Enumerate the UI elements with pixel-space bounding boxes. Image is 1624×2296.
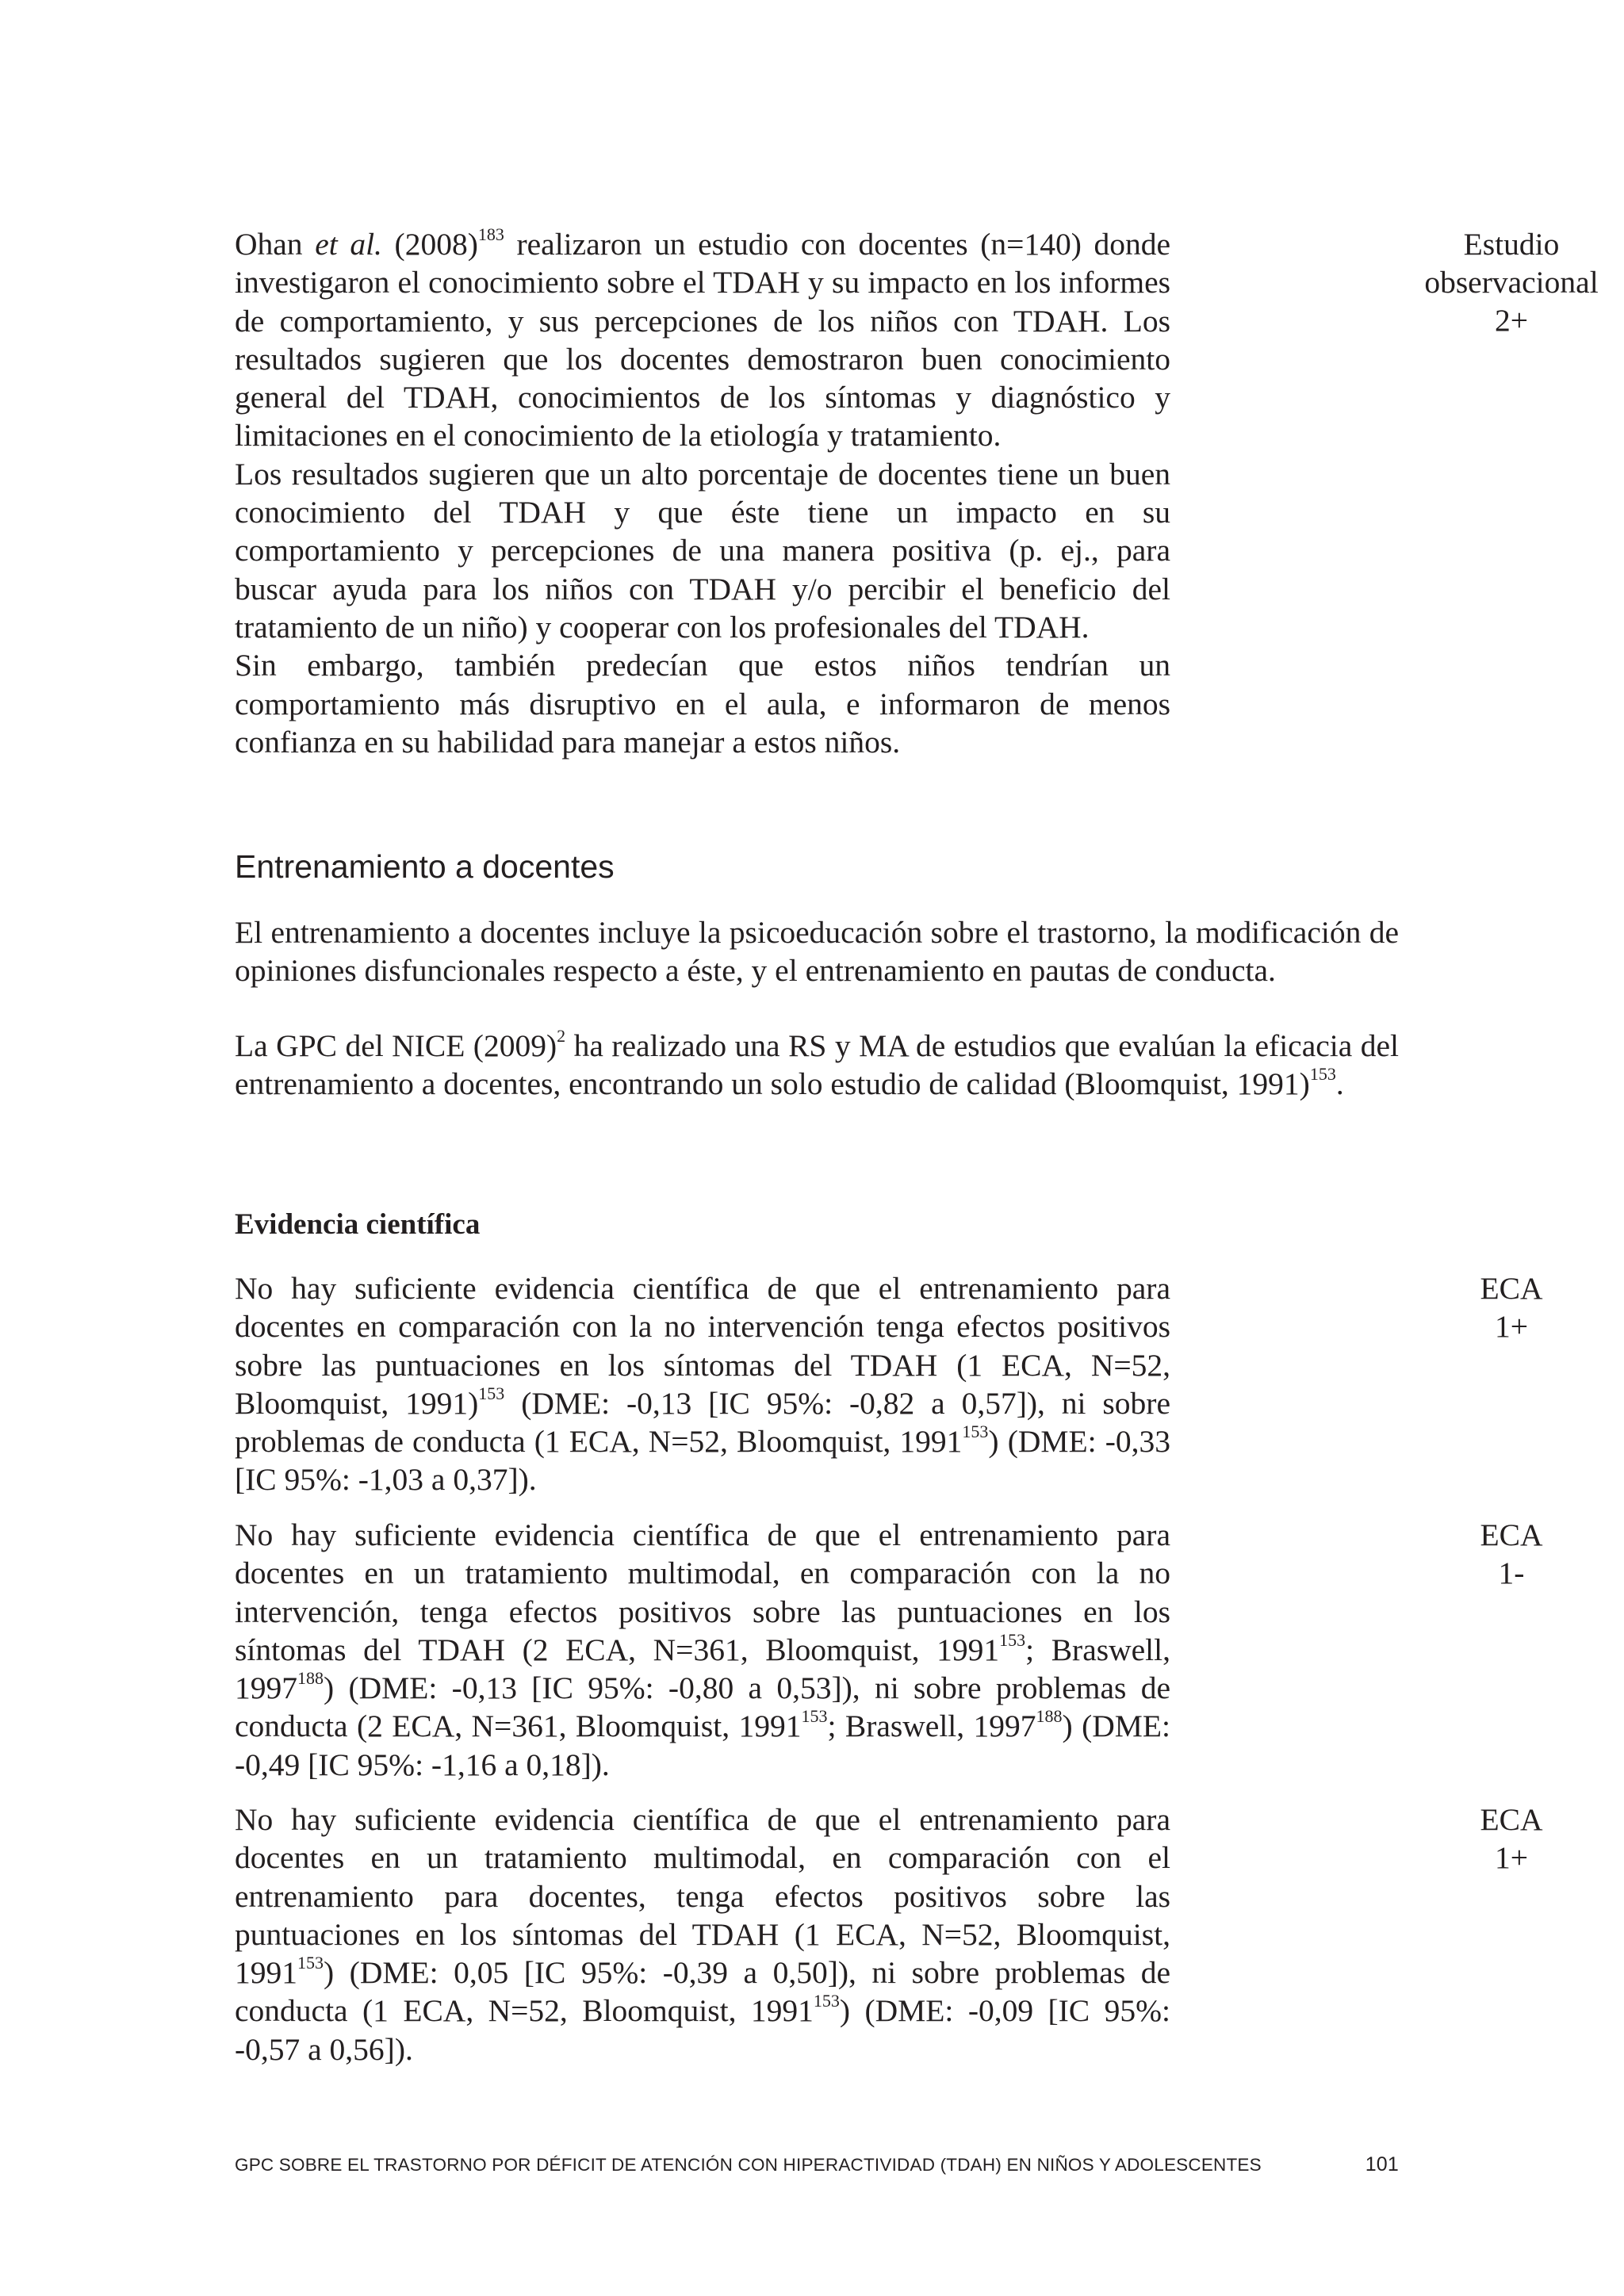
evidence-level-label: ECA 1+: [1480, 1271, 1543, 1344]
evidence-heading: Evidencia científica: [235, 1208, 481, 1241]
running-title: GPC SOBRE EL TRASTORNO POR DÉFICIT DE ATENCIÓN CON HIPERACTIVIDAD (TDAH) EN NIÑOS Y ADOLESCENTES: [235, 2155, 1262, 2175]
evidence-text: No hay suficiente evidencia científica de que el entrenamiento para docentes en un tratamiento multimodal, en comparación con el entrenamiento para docentes, tenga efectos positivos sobre las puntuaciones en los síntomas del TDAH (1 ECA, N=52, Bloomquist, 1991$^{153}$) (DME: 0,05 [IC 95%: -0,39 a 0,50]), ni sobre problemas de conducta (1 ECA, N=52, Bloomquist, 1991$^{153}$) (DME: -0,09 [IC 95%: -0,57 a 0,56]).: [235, 1802, 1170, 2067]
page-number: 101: [1365, 2153, 1399, 2175]
section-heading: Entrenamiento a docentes: [235, 848, 615, 885]
paragraph: Ohan et al. $(2008)^{183}$ realizaron un estudio con docentes (n=140) donde investigaron el conocimiento sobre el TDAH y su impacto en los informes de comportamiento, y sus percepciones de los niños con TDAH. Los resultados sugieren que los docentes demostraron buen conocimiento general del TDAH, conocimientos de los síntomas y diagnóstico y limitaciones en el conocimiento de la etiología y tratamiento.: [235, 224, 1171, 453]
evidence-text: No hay suficiente evidencia científica de que el entrenamiento para docentes en comparación con la no intervención tenga efectos positivos sobre las puntuaciones en los síntomas del TDAH (1 ECA, N=52, Bloomquist, 1991)$^{153}$ (DME: -0,13 [IC 95%: -0,82 a 0,57]), ni sobre problemas de conducta (1 ECA, N=52, Bloomquist, 1991$^{153}$) (DME: -0,33 [IC 95%: -1,03 a 0,37]).: [235, 1271, 1170, 1498]
evidence-level-label: Estudio observacional 2+: [1424, 227, 1599, 338]
intro-paragraph-2: La GPC del NICE $(2009)^2$ ha realizado una RS y MA de estudios que evalúan la eficacia del entrenamiento a docentes, encontrando un solo estudio de calidad (Bloomquist, 1991)$^{153}$.: [235, 1025, 1400, 1102]
evidence-item-2: [235, 1516, 1599, 1784]
evidence-level-label: ECA 1-: [1480, 1517, 1543, 1590]
page-footer: [235, 2153, 1399, 2176]
evidence-item-1: [235, 1269, 1599, 1499]
study-block-ohan: [235, 225, 1599, 761]
intro-paragraph: El entrenamiento a docentes incluye la psicoeducación sobre el trastorno, la modificación de opiniones disfuncionales respecto a éste, y el entrenamiento en pautas de conducta.: [235, 915, 1399, 989]
paragraph: Los resultados sugieren que un alto porcentaje de docentes tiene un buen conocimiento del TDAH y que éste tiene un impacto en su comportamiento y percepciones de una manera positiva (p. ej., para buscar ayuda para los niños con TDAH y/o percibir el beneficio del tratamiento de un niño) y cooperar con los profesionales del TDAH.: [235, 456, 1170, 645]
evidence-text: No hay suficiente evidencia científica de que el entrenamiento para docentes en un tratamiento multimodal, en comparación con la no intervención, tenga efectos positivos sobre las puntuaciones en los síntomas del TDAH (2 ECA, N=361, Bloomquist, 1991$^{153}$; Braswell, 1997$^{188}$) (DME: -0,13 [IC 95%: -0,80 a 0,53]), ni sobre problemas de conducta (2 ECA, N=361, Bloomquist, 1991$^{153}$; Braswell, 1997$^{188}$) (DME: -0,49 [IC 95%: -1,16 a 0,18]).: [235, 1517, 1170, 1782]
evidence-item-3: [235, 1800, 1599, 2068]
evidence-level-label: ECA 1+: [1480, 1802, 1543, 1875]
paragraph: Sin embargo, también predecían que estos niños tendrían un comportamiento más disruptivo en el aula, e informaron de menos confianza en su habilidad para manejar a estos niños.: [235, 648, 1170, 760]
study-text: [235, 225, 1170, 761]
